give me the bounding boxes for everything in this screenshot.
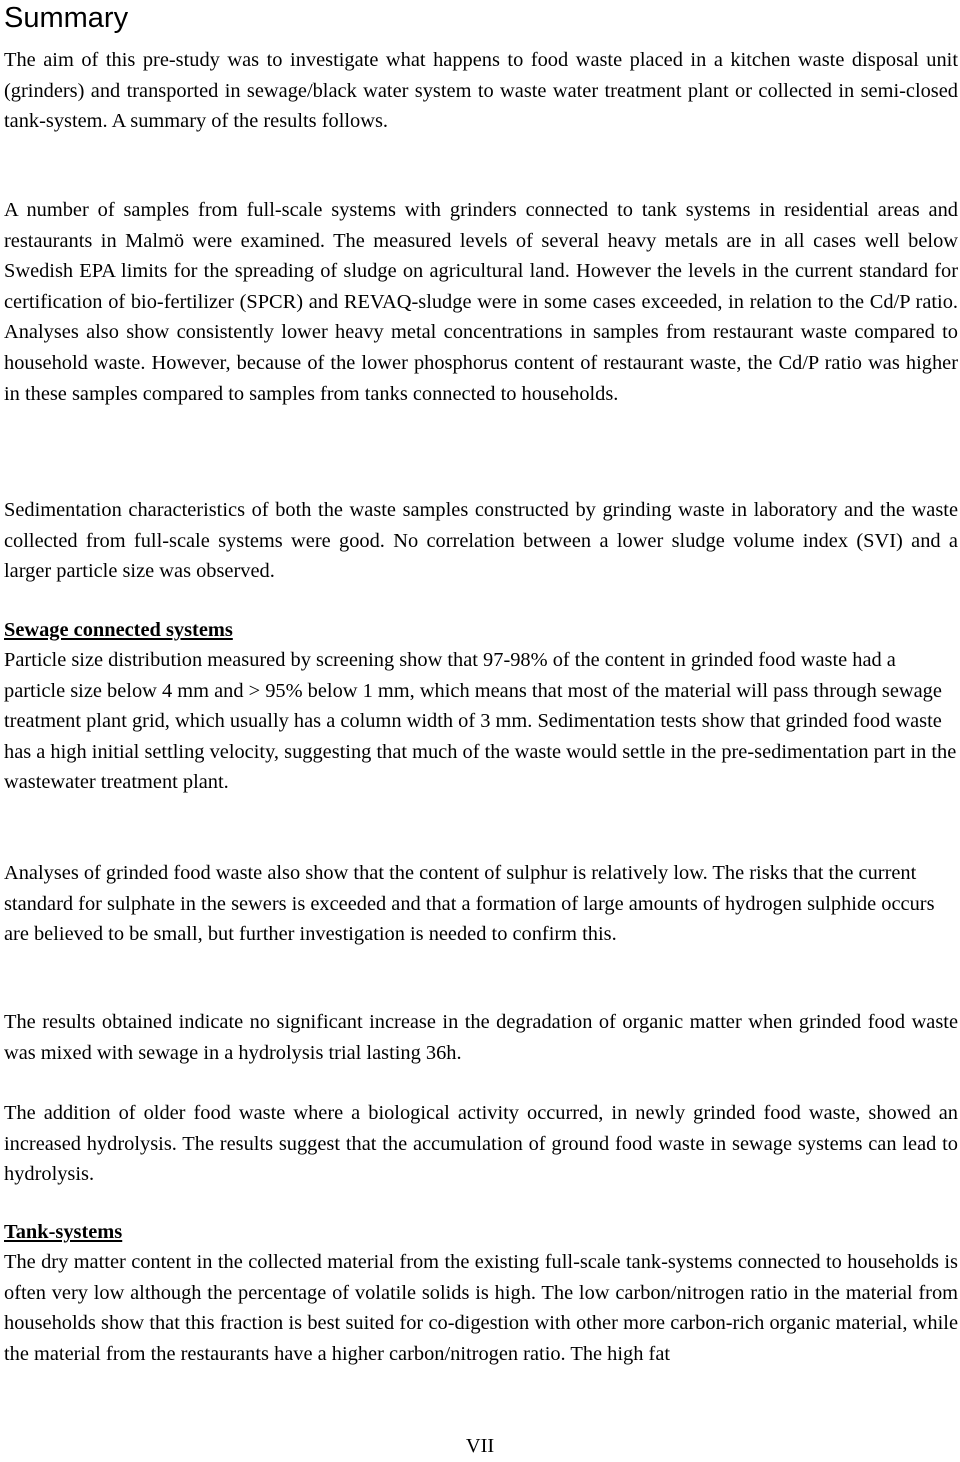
sulphur-paragraph: Analyses of grinded food waste also show that the content of sulphur is relatively low. The risks that the current standard for sulphate in the sewers is exceeded and that a formation of large amounts of hydrogen sulphide occurs are believed to be small, but further investigation is needed to confirm this. [4,862,935,946]
page-number: VII [465,1435,495,1457]
sedimentation-paragraph: Sedimentation characteristics of both the waste samples constructed by grinding waste in laboratory and the waste collected from full-scale systems were good. No correlation between a lower sludge volume index (SVI) and a larger particle size was observed. [4,499,958,583]
tank-systems-heading: Tank-systems [4,1221,123,1243]
older-food-waste-paragraph: The addition of older food waste where a biological activity occurred, in newly grinded food waste, showed an increased hydrolysis. The results suggest that the accumulation of ground food waste in sewage systems can lead to hydrolysis. [4,1102,958,1186]
intro-paragraph: The aim of this pre-study was to investigate what happens to food waste placed in a kitchen waste disposal unit (grinders) and transported in sewage/black water system to waste water treatment plant or collected in semi-closed tank-system. A summary of the results follows. [4,49,958,133]
hydrolysis-trial-paragraph: The results obtained indicate no significant increase in the degradation of organic matter when grinded food waste was mixed with sewage in a hydrolysis trial lasting 36h. [4,1011,958,1064]
page-title: Summary [4,2,129,34]
dry-matter-paragraph: The dry matter content in the collected material from the existing full-scale tank-systems connected to households is often very low although the percentage of volatile solids is high. The low carbon/nitrogen ratio in the material from households show that this fraction is best suited for co-digestion with other more carbon-rich organic material, while the material from the restaurants have a higher carbon/nitrogen ratio. The high fat [4,1251,958,1365]
particle-size-paragraph: Particle size distribution measured by screening show that 97-98% of the content in grinded food waste had a particle size below 4 mm and > 95% below 1 mm, which means that most of the material will pass through sewage treatment plant grid, which usually has a column width of 3 mm. Sedimentation tests show that grinded food waste has a high initial settling velocity, suggesting that much of the waste would settle in the pre-sedimentation part in the wastewater treatment plant. [4,649,957,794]
heavy-metals-paragraph: A number of samples from full-scale systems with grinders connected to tank systems in residential areas and restaurants in Malmö were examined. The measured levels of several heavy metals are in all cases well below Swedish EPA limits for the spreading of sludge on agricultural land. However the levels in the current standard for certification of bio-fertilizer (SPCR) and REVAQ-sludge were in some cases exceeded, in relation to the Cd/P ratio. Analyses also show consistently lower heavy metal concentrations in samples from restaurant waste compared to household waste. However, because of the lower phosphorus content of restaurant waste, the Cd/P ratio was higher in these samples compared to samples from tanks connected to households. [4,199,958,405]
sewage-systems-heading: Sewage connected systems [4,619,233,641]
